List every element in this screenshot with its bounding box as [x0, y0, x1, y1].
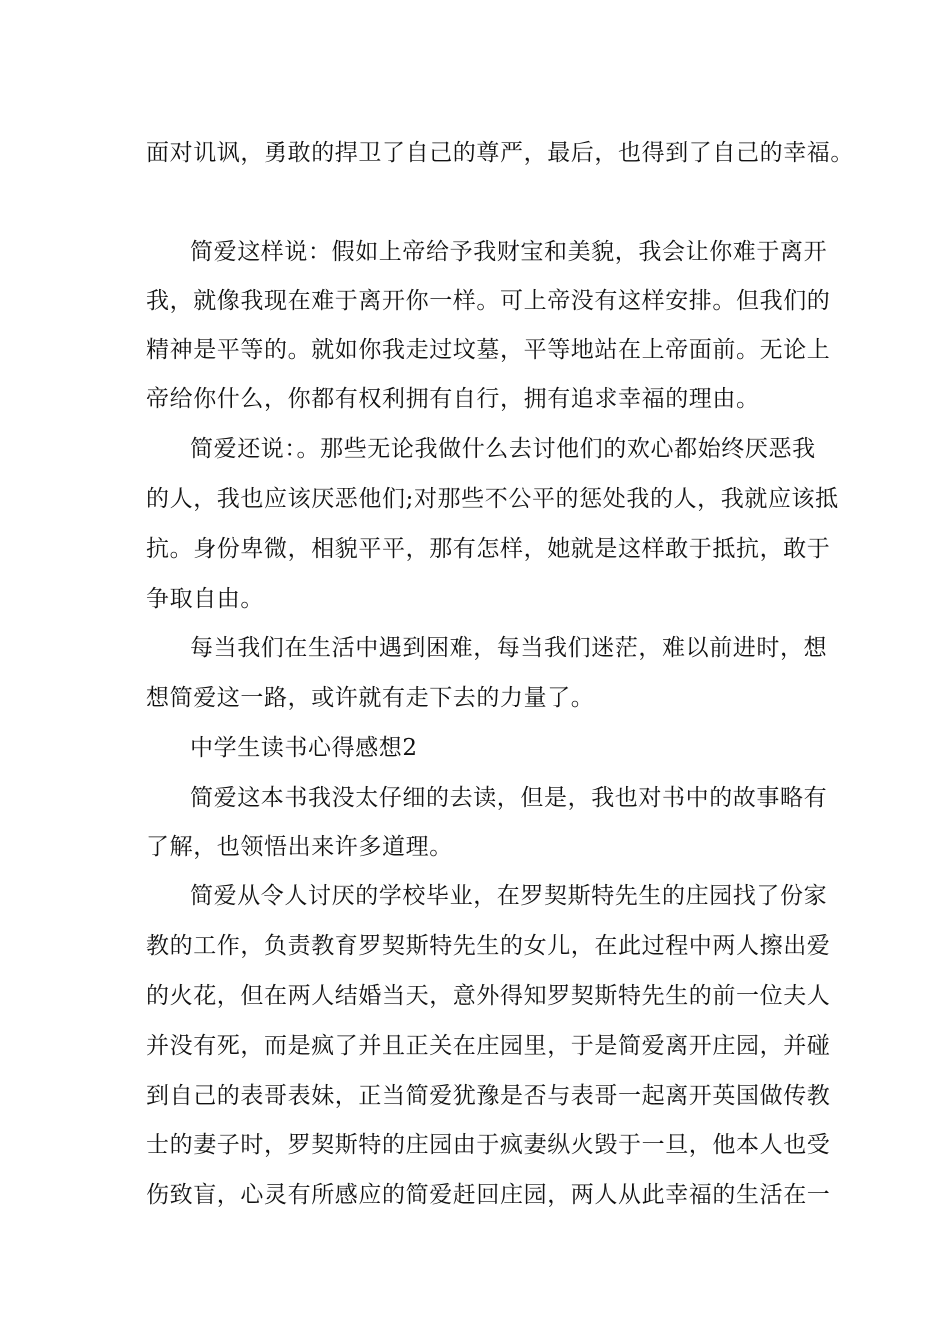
text-line: 简爱还说：。那些无论我做什么去讨他们的欢心都始终厌恶我	[190, 436, 816, 462]
text-line: 帝给你什么，你都有权利拥有自行，拥有追求幸福的理由。	[146, 386, 760, 412]
text-line: 简爱从令人讨厌的学校毕业，在罗契斯特先生的庄园找了份家	[190, 883, 828, 909]
text-line: 到自己的表哥表妹，正当简爱犹豫是否与表哥一起离开英国做传教	[146, 1083, 831, 1109]
text-line: 简爱这样说：假如上帝给予我财宝和美貌，我会让你难于离开	[190, 239, 828, 265]
text-line: 每当我们在生活中遇到困难，每当我们迷茫，难以前进时，想	[190, 635, 828, 661]
text-line: 简爱这本书我没太仔细的去读，但是，我也对书中的故事略有	[190, 785, 828, 811]
text-line: 的人，我也应该厌恶他们;对那些不公平的惩处我的人，我就应该抵	[146, 486, 839, 512]
text-line: 争取自由。	[146, 586, 264, 612]
text-line: 想简爱这一路，或许就有走下去的力量了。	[146, 685, 595, 711]
text-line: 了解，也领悟出来许多道理。	[146, 834, 453, 860]
text-line: 的火花，但在两人结婚当天，意外得知罗契斯特先生的前一位夫人	[146, 983, 831, 1009]
text-line: 教的工作，负责教育罗契斯特先生的女儿，在此过程中两人擦出爱	[146, 933, 831, 959]
text-line: 并没有死，而是疯了并且正关在庄园里，于是简爱离开庄园，并碰	[146, 1033, 831, 1059]
text-line: 我，就像我现在难于离开你一样。可上帝没有这样安排。但我们的	[146, 288, 831, 314]
text-line: 面对讥讽，勇敢的捍卫了自己的尊严，最后，也得到了自己的幸福。	[146, 140, 854, 166]
text-line: 抗。身份卑微，相貌平平，那有怎样，她就是这样敢于抵抗，敢于	[146, 536, 831, 562]
section-heading: 中学生读书心得感想2	[190, 735, 418, 761]
text-line: 伤致盲，心灵有所感应的简爱赶回庄园，两人从此幸福的生活在一	[146, 1182, 831, 1208]
text-line: 精神是平等的。就如你我走过坟墓，平等地站在上帝面前。无论上	[146, 337, 831, 363]
text-line: 士的妻子时，罗契斯特的庄园由于疯妻纵火毁于一旦，他本人也受	[146, 1132, 831, 1158]
